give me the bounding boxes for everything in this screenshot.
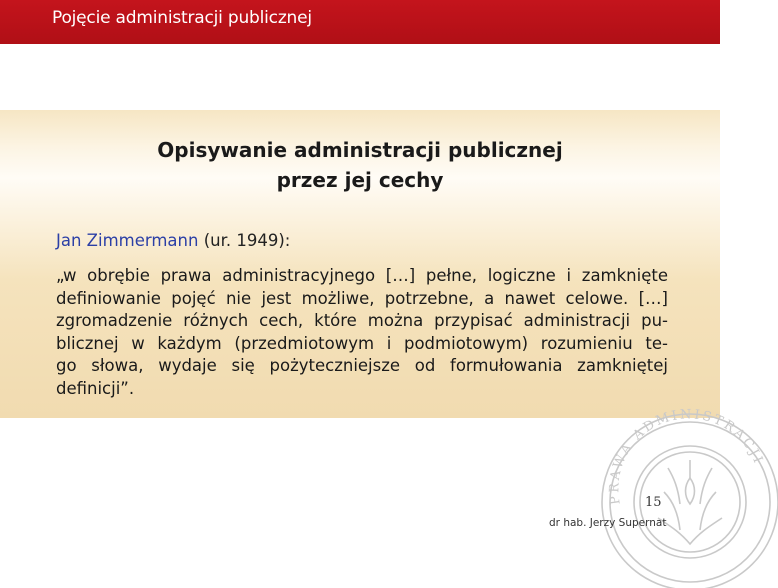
header-title: Pojęcie administracji publicznej [52, 8, 312, 28]
footer-author: dr hab. Jerzy Supernat [549, 517, 667, 529]
header-bar [0, 0, 720, 44]
author-name: Jan Zimmermann [56, 231, 199, 250]
quote-text [56, 265, 668, 401]
page-number: 15 [645, 495, 662, 510]
university-seal-watermark-icon [598, 408, 778, 588]
seal-text: PRAWA ADMINISTRACJI [607, 408, 767, 506]
quote-line: zgromadzenie różnych cech, które można przypisać administracji pu- [56, 311, 668, 331]
slide-heading-line-1: Opisywanie administracji publicznej [157, 138, 563, 162]
quote-line: definicji”. [56, 378, 135, 398]
author-line [56, 231, 290, 250]
author-years: (ur. 1949): [198, 231, 291, 250]
quote-line: „w obrębie prawa administracyjnego […] pełne, logiczne i zamknięte [56, 266, 668, 285]
slide-heading-line-2: przez jej cechy [276, 168, 444, 192]
quote-line: definiowanie pojęć nie jest możliwe, potrzebne, a nawet celowe. […] [56, 288, 668, 308]
quote-line: go słowa, wydaje się pożyteczniejsze od formułowania zamkniętej [56, 356, 668, 376]
quote-line: blicznej w każdym (przedmiotowym i podmiotowym) rozumieniu te- [56, 333, 668, 353]
